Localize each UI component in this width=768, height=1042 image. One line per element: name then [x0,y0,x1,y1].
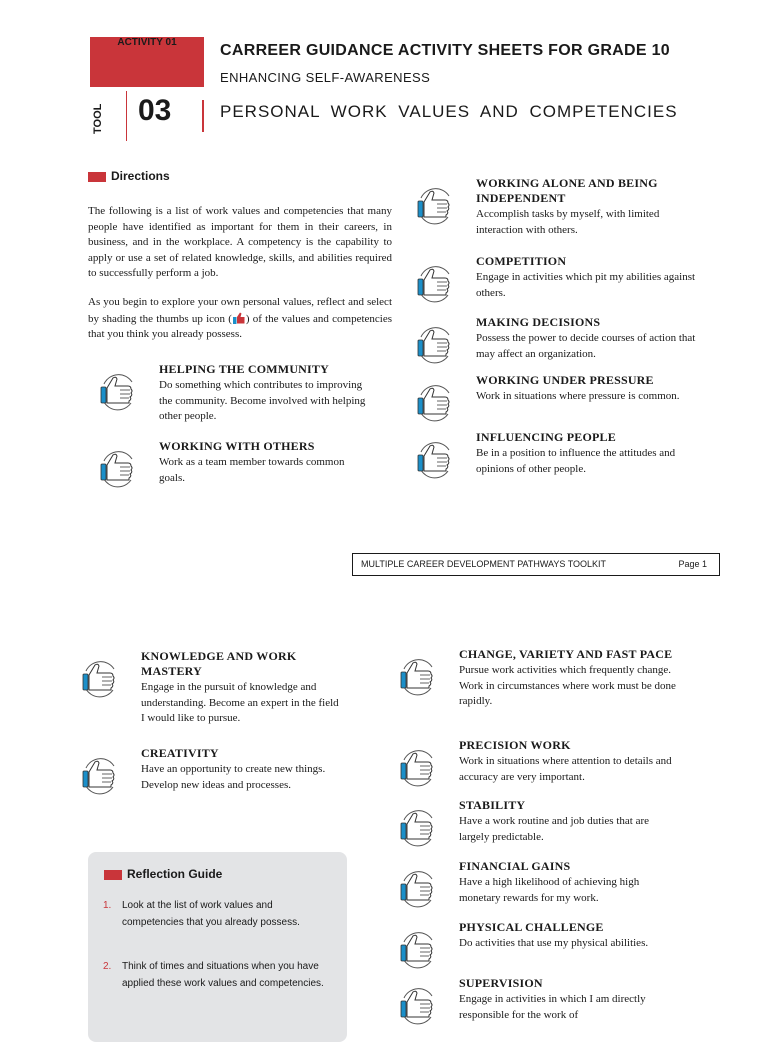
value-description: Engage in the pursuit of knowledge and understanding. Become an expert in the field I would like to pursue. [141,681,339,724]
reflection-heading-text: Reflection Guide [127,867,223,881]
value-title: INFLUENCING PEOPLE [476,430,616,444]
thumbs-up-icon[interactable] [398,986,438,1026]
section-marker [104,870,122,880]
value-description: Pursue work activities which frequently change. Work in circumstances where work must be done rapidly. [459,664,676,707]
thumbs-up-icon[interactable] [415,186,455,226]
thumbs-up-icon[interactable] [398,808,438,848]
reflection-heading [104,867,222,881]
reflection-item-text: Look at the list of work values and competencies that you already possess. [122,900,300,928]
value-title: CREATIVITY [141,746,219,760]
tool-label: TOOL [92,103,104,134]
value-title: SUPERVISION [459,976,543,990]
value-title: WORKING UNDER PRESSURE [476,373,654,387]
thumbs-up-icon[interactable] [398,930,438,970]
reflection-item-text: Think of times and situations when you have applied these work values and competencies. [122,961,324,989]
value-description: Have a high likelihood of achieving high monetary rewards for my work. [459,876,640,904]
value-title: PHYSICAL CHALLENGE [459,920,604,934]
value-title: MAKING DECISIONS [476,315,601,329]
value-title: WORKING WITH OTHERS [159,439,315,453]
value-description: Work in situations where attention to details and accuracy are very important. [459,755,672,783]
value-title: HELPING THE COMMUNITY [159,362,329,376]
value-description: Have an opportunity to create new things. Develop new ideas and processes. [141,763,326,791]
directions-instruction [88,295,392,343]
thumbs-up-icon[interactable] [398,657,438,697]
instruction-text-end: ) of the values and competencies that you think you already possess. [88,312,392,340]
thumbs-up-icon[interactable] [98,372,138,412]
directions-paragraph: The following is a list of work values and competencies that many people have identified as important for them in their careers, in business, and in the workplace. A competency is the capability to apply or use a set of related knowledge, skills, and abilities required to successfully perform a job. [88,205,392,279]
activity-banner [90,37,204,87]
value-description: Engage in activities in which I am directly responsible for the work of [459,993,646,1021]
value-description: Be in a position to influence the attitudes and opinions of other people. [476,447,676,475]
directions-heading-text: Directions [111,169,170,183]
activity-label: ACTIVITY 01 [117,37,177,48]
thumbs-up-icon[interactable] [98,449,138,489]
value-description: Accomplish tasks by myself, with limited interaction with others. [476,208,660,236]
value-description: Have a work routine and job duties that are largely predictable. [459,815,649,843]
tool-number: 03 [138,94,172,127]
thumbs-up-icon [232,311,246,325]
section-marker [88,172,106,182]
page-footer [352,553,720,576]
value-title: STABILITY [459,798,526,812]
instruction-text-start: As you begin to explore your own personal values, reflect and select by shading the thumbs up icon ( [88,296,392,325]
value-description: Possess the power to decide courses of action that may affect an organization. [476,332,696,360]
reflection-item-number: 1. [103,900,112,911]
value-description: Work as a team member towards common goals. [159,456,345,484]
value-description: Do something which contributes to improving the community. Become involved with helping other people. [159,379,366,422]
thumbs-up-icon[interactable] [398,869,438,909]
thumbs-up-icon[interactable] [415,440,455,480]
tool-divider [202,100,204,132]
value-title: KNOWLEDGE AND WORK MASTERY [141,649,297,678]
thumbs-up-icon[interactable] [80,659,120,699]
reflection-guide-panel [88,852,347,1042]
thumbs-up-icon[interactable] [415,383,455,423]
value-title: COMPETITION [476,254,567,268]
sheet-title: CARREER GUIDANCE ACTIVITY SHEETS FOR GRADE 10 [220,42,670,59]
value-title: FINANCIAL GAINS [459,859,571,873]
thumbs-up-icon[interactable] [415,264,455,304]
value-description: Work in situations where pressure is common. [476,390,680,402]
directions-heading [88,169,170,183]
value-title: CHANGE, VARIETY AND FAST PACE [459,647,673,661]
footer-page-number: Page 1 [678,559,707,569]
value-title: PRECISION WORK [459,738,571,752]
thumbs-up-icon[interactable] [80,756,120,796]
value-title: WORKING ALONE AND BEING INDEPENDENT [476,176,658,205]
value-description: Engage in activities which pit my abilities against others. [476,271,696,299]
thumbs-up-icon[interactable] [415,325,455,365]
value-description: Do activities that use my physical abilities. [459,937,649,949]
footer-toolkit-name: MULTIPLE CAREER DEVELOPMENT PATHWAYS TOOLKIT [361,559,607,569]
thumbs-up-icon[interactable] [398,748,438,788]
tool-title: PERSONAL WORK VALUES AND COMPETENCIES [220,102,678,121]
reflection-item-number: 2. [103,961,112,972]
sheet-subtitle: ENHANCING SELF-AWARENESS [220,70,431,85]
